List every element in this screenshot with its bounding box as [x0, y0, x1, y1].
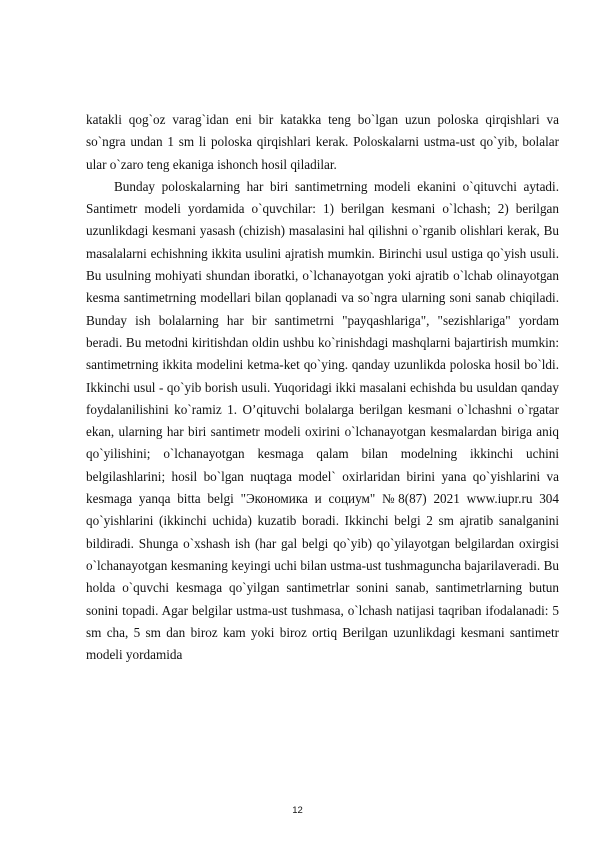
paragraph-continuation: katakli qog`oz varag`idan eni bir katakka teng bo`lgan uzun poloska qirqishlari va so`ngra undan 1 sm li poloska qirqishlari kerak. Poloskalarni ustma-ust qo`yib, bolalar ular o`zaro teng ekaniga ishonch hosil qiladilar. — [86, 112, 559, 172]
page-number: 12 — [292, 805, 303, 816]
paragraph-main: Bunday poloskalarning har biri santimetrning modeli ekanini o`qituvchi aytadi. Santimetr modeli yordamida o`quvchilar: 1) berilgan kesmani o`lchash; 2) berilgan uzunlikdagi kesmani yasash (chizish) masalasini hal qilishni o`rganib olishlari kerak, Bu masalalarni echishning ikkita usulini ajratish mumkin. Birinchi usul ustiga qo`yish usuli. Bu usulning mohiyati shundan iboratki, o`lchanayotgan yoki ajratib o`lchab olinayotgan kesma santimetrning modellari bilan qoplanadi va so`ngra ularning soni sanab chiqiladi. Bunday ish bolalarning har bir santimetrni "payqashlariga", "sezishlariga" yordam beradi. Bu metodni kiritishdan oldin ushbu ko`rinishdagi mashqlarni bajartirish mumkin: santimetrning ikkita modelini ketma-ket qo`ying. qanday uzunlikda poloska hosil bo`ldi. Ikkinchi usul - qo`yib borish usuli. Yuqoridagi ikki masalani echishda bu usuldan qanday foydalanilishini ko`ramiz 1. O’qituvchi bolalarga berilgan kesmani o`lchashni o`rgatar ekan, ularning har biri santimetr modeli oxirini o`lchanayotgan kesmalardan biriga aniq qo`yilishini; o`lchanayotgan kesmaga qalam bilan modelning ikkinchi uchini belgilashlarini; hosil bo`lgan nuqtaga model` oxirlaridan birini yana qo`yishlarini va kesmaga yanqa bitta belgi "Экономика и социум" №8(87) 2021 www.iupr.ru 304 qo`yishlarini (ikkinchi uchida) kuzatib boradi. Ikkinchi belgi 2 sm ajratib sanalganini bildiradi. Shunga o`xshash ish (har gal belgi qo`yib) qo`yilayotgan belgilardan oxirgisi o`lchanayotgan kesmaning keyingi uchi bilan ustma-ust tushmaguncha bajarilaveradi. Bu holda o`quvchi kesmaga qo`yilgan santimetrlar sonini sanab, santimetrlarning butun sonini topadi. Agar belgilar ustma-ust tushmasa, o`lchash natijasi taqriban ifodalanadi: 5 sm cha, 5 sm dan biroz kam yoki biroz ortiq Berilgan uzunlikdagi kesmani santimetr modeli yordamida — [86, 178, 559, 663]
body-text — [86, 109, 559, 666]
